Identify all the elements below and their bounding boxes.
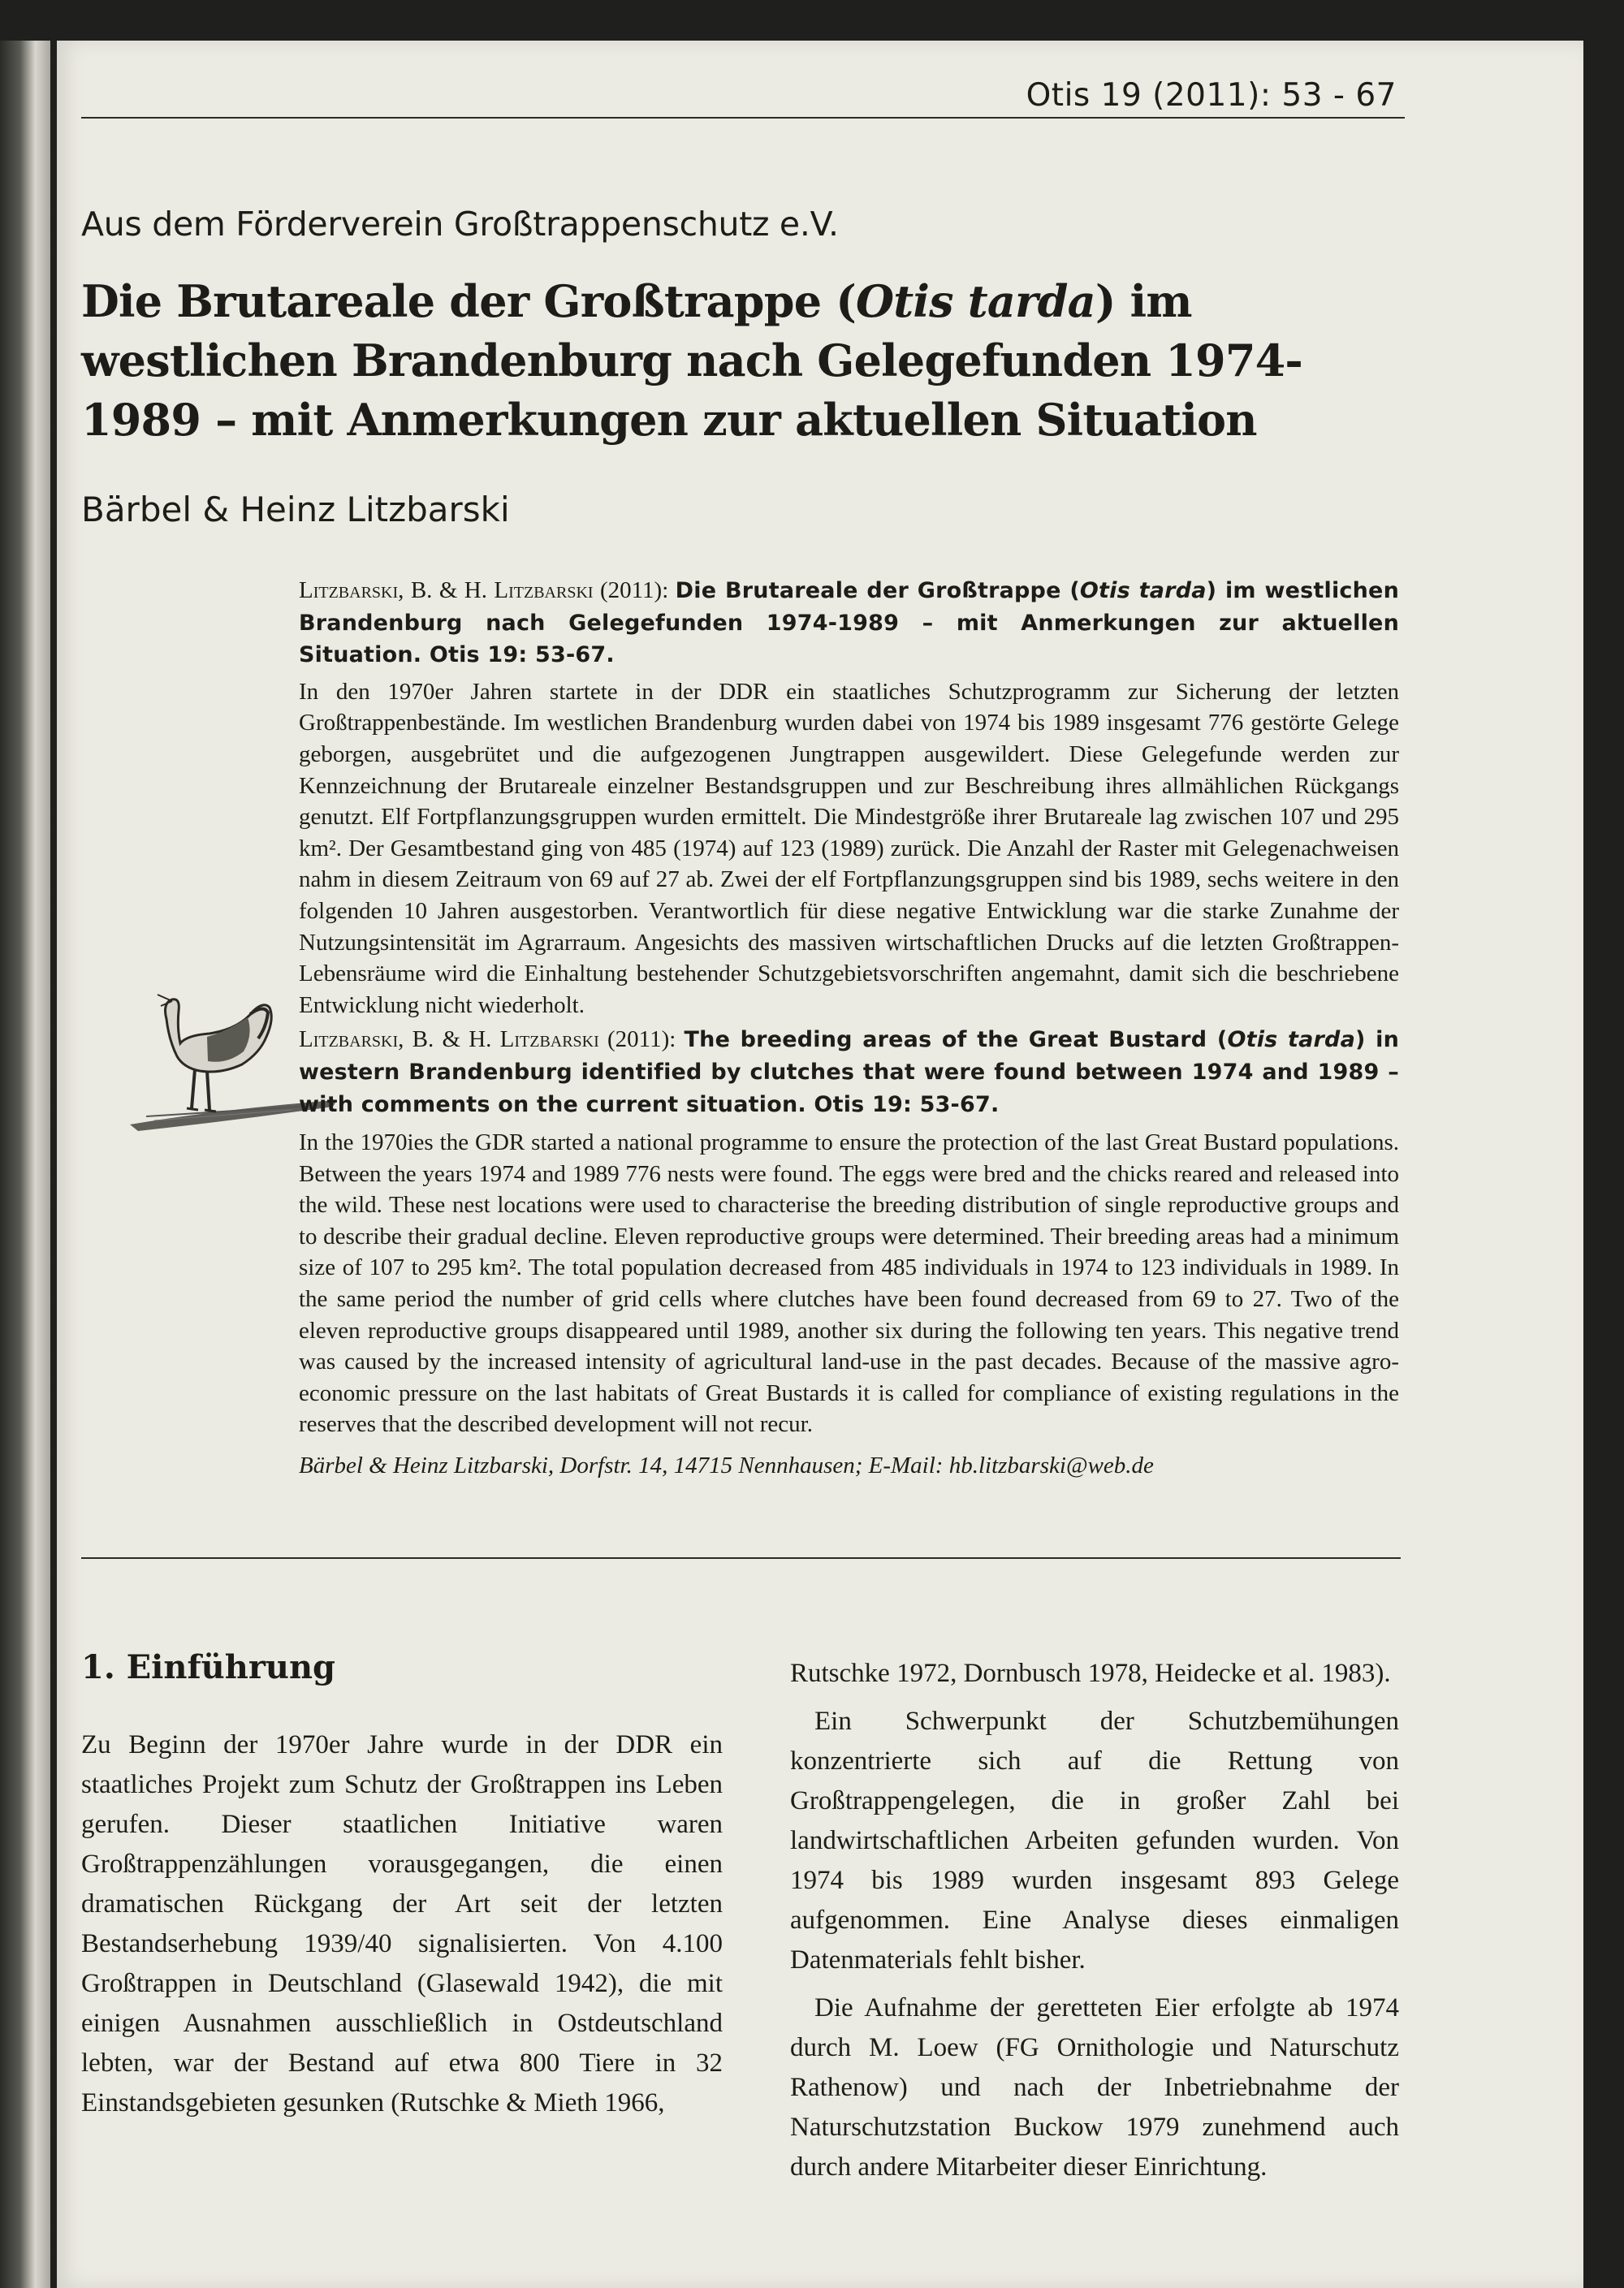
- authors: Bärbel & Heinz Litzbarski: [81, 490, 510, 529]
- abstract-german: In den 1970er Jahren startete in der DDR ein staatliches Schutzprogramm zur Sicherung der letzten Großtrappenbestände. Im westlichen Brandenburg wurden dabei von 1974 bis 1989 insgesamt 776 gestörte Gelege geborgen, ausgebrütet und die aufgezogenen Jungtrappen ausgewildert. Diese Gelegefunde werden zur Kennzeichnung der Brutareale einzelner Bestandsgruppen und zur Beschreibung ihres allmählichen Rückgangs genutzt. Elf Fortpflanzungsgruppen wurden ermittelt. Die Mindestgröße ihrer Brutareale lag zwischen 107 und 295 km². Der Gesamtbestand ging von 485 (1974) auf 123 (1989) zurück. Die Anzahl der Raster mit Gelegenachweisen nahm in diesem Zeitraum von 69 auf 27 ab. Zwei der elf Fortpflanzungsgruppen sind bis 1989, sechs weitere in den folgenden 10 Jahren ausgestorben. Verantwortlich für diese negative Entwicklung war die starke Zunahme der Nutzungsintensität im Agrarraum. Angesichts des massiven wirtschaftlichen Drucks auf die letzten Großtrappen-Lebensräume wird die Einhaltung bestehender Schutzgebietsvorschriften angemahnt, damit sich die beschriebene Entwicklung nicht wiederholt.: [299, 678, 1399, 1018]
- citation-authors-en: Litzbarski, B. & H. Litzbarski (2011):: [299, 1026, 685, 1053]
- citation-title-en-b: ) in western Brandenburg identified by clutches that were found between 1974 and 1989 – with comments on the current situation. Otis 19: 53-67.: [299, 1027, 1399, 1117]
- intro-paragraph: Zu Beginn der 1970er Jahre wurde in der DDR ein staatliches Projekt zum Schutz der Großtrappen ins Leben gerufen. Dieser staatlichen Initiative waren Großtrappenzählungen vorausgegangen, die einen dramatischen Rückgang der Art seit der letzten Bestandserhebung 1939/40 signalisierten. Von 4.100 Großtrappen in Deutschland (Glasewald 1942), die mit einigen Ausnahmen ausschließlich in Ostdeutschland lebten, war der Bestand auf etwa 800 Tiere in 32 Einstandsgebieten gesunken (Rutschke & Mieth 1966,: [81, 1730, 723, 2117]
- article-title: [81, 272, 1413, 450]
- column-right: [790, 1654, 1399, 2187]
- title-part-2: ) im westlichen Brandenburg nach Gelegefunden 1974-1989 – mit Anmerkungen zur aktuellen Situation: [81, 275, 1302, 446]
- citation-authors-de: Litzbarski, B. & H. Litzbarski (2011):: [299, 577, 676, 603]
- title-species: Otis tarda: [856, 275, 1095, 327]
- author-address: Bärbel & Heinz Litzbarski, Dorfstr. 14, 14715 Nennhausen; E-Mail: hb.litzbarski@web.de: [299, 1453, 1154, 1479]
- citation-title-en-a: The breeding areas of the Great Bustard (: [684, 1027, 1228, 1053]
- references-continuation: Rutschke 1972, Dornbusch 1978, Heidecke et al. 1983).: [790, 1659, 1391, 1688]
- header-rule: [81, 117, 1405, 119]
- journal-reference: Otis 19 (2011): 53 - 67: [1026, 77, 1397, 114]
- column-left: [81, 1725, 723, 2123]
- citation-title-de-b: ) im westlichen Brandenburg nach Gelegefunden 1974-1989 – mit Anmerkungen zur aktuellen Situation. Otis 19: 53-67.: [299, 578, 1399, 668]
- citation-species-de: Otis tarda: [1079, 578, 1207, 603]
- citation-english: [299, 1024, 1399, 1120]
- abstract-divider: [81, 1557, 1401, 1559]
- society-line: Aus dem Förderverein Großtrappenschutz e.V.: [81, 205, 839, 244]
- section-heading: 1. Einführung: [81, 1648, 336, 1686]
- page-edge: [0, 41, 50, 2288]
- paragraph-protection: Ein Schwerpunkt der Schutzbemühungen konzentrierte sich auf die Rettung von Großtrappengelegen, die in großer Zahl bei landwirtschaftlichen Arbeiten gefunden wurden. Von 1974 bis 1989 wurden insgesamt 893 Gelege aufgenommen. Eine Analyse dieses einmaligen Datenmaterials fehlt bisher.: [790, 1707, 1399, 1975]
- citation-title-de-a: Die Brutareale der Großtrappe (: [675, 578, 1080, 603]
- abstract-english: In the 1970ies the GDR started a national programme to ensure the protection of the last Great Bustard populations. Between the years 1974 and 1989 776 nests were found. The eggs were bred and the chicks reared and released into the wild. These nest locations were used to characterise the breeding distribution of single reproductive groups and to describe their gradual decline. Eleven reproductive groups were determined. Their breeding areas had a minimum size of 107 to 295 km². The total population decreased from 485 individuals in 1974 to 123 individuals in 1989. In the same period the number of grid cells where clutches have been found decreased from 69 to 27. Two of the eleven reproductive groups disappeared until 1989, another six during the following ten years. This negative trend was caused by the increased intensity of agricultural land-use in the past decades. Because of the massive agro-economic pressure on the last habitats of Great Bustards it is called for compliance of existing regulations in the reserves that the described development will not recur.: [299, 1129, 1399, 1438]
- abstract-block: [299, 575, 1399, 1482]
- citation-species-en: Otis tarda: [1227, 1027, 1355, 1053]
- paragraph-eggs: Die Aufnahme der geretteten Eier erfolgte ab 1974 durch M. Loew (FG Ornithologie und Naturschutz Rathenow) und nach der Inbetriebnahme der Naturschutzstation Buckow 1979 zunehmend auch durch andere Mitarbeiter dieser Einrichtung.: [790, 1993, 1399, 2182]
- title-part-1: Die Brutareale der Großtrappe (: [81, 275, 857, 327]
- citation-german: [299, 575, 1399, 671]
